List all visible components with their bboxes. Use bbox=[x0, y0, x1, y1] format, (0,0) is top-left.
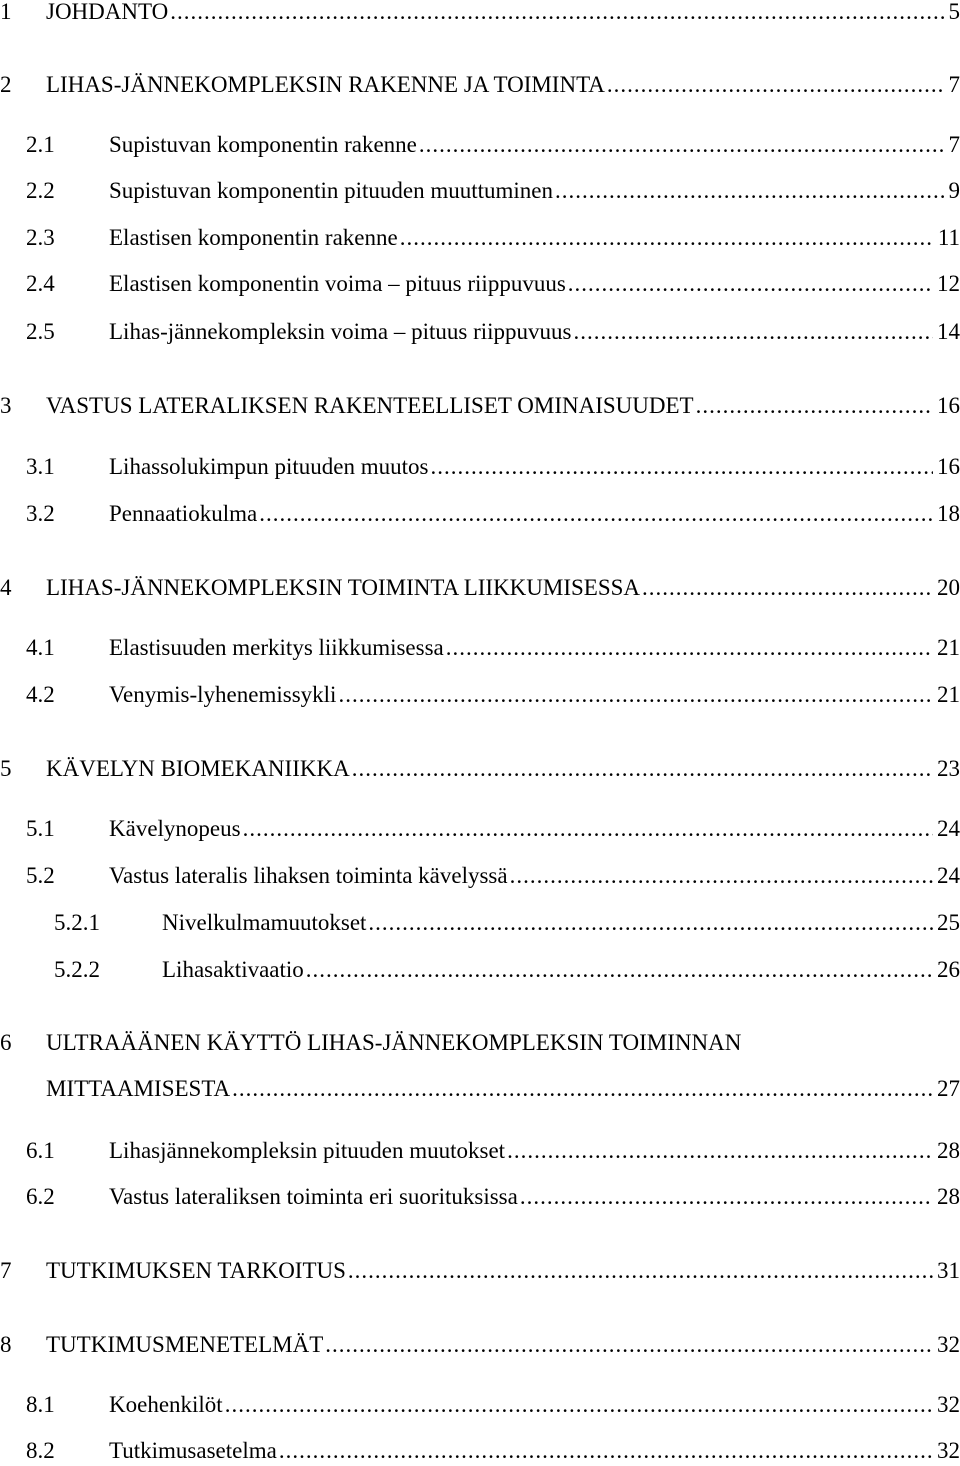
toc-number: 3 bbox=[0, 391, 12, 421]
toc-entry-2-1[interactable] bbox=[0, 130, 960, 160]
toc-entry-6[interactable] bbox=[0, 1028, 960, 1058]
toc-entry-5-2-1[interactable] bbox=[0, 908, 960, 938]
toc-entry-4[interactable] bbox=[0, 573, 960, 603]
toc-title: ULTRAÄÄNEN KÄYTTÖ LIHAS-JÄNNEKOMPLEKSIN TOIMINNAN bbox=[46, 1028, 741, 1058]
toc-title: Lihasaktivaatio bbox=[162, 955, 304, 985]
toc-number: 5 bbox=[0, 754, 12, 784]
toc-page-number: 5 bbox=[947, 0, 960, 27]
toc-number: 2.4 bbox=[26, 269, 55, 299]
toc-title: Pennaatiokulma bbox=[109, 499, 257, 529]
toc-page-number: 16 bbox=[935, 391, 960, 421]
toc-number: 2.3 bbox=[26, 223, 55, 253]
toc-title: Elastisuuden merkitys liikkumisessa bbox=[109, 633, 444, 663]
toc-title: Tutkimusasetelma bbox=[109, 1436, 277, 1466]
toc-title: Venymis-lyhenemissykli bbox=[109, 680, 336, 710]
dot-leader bbox=[430, 452, 933, 482]
toc-page-number: 32 bbox=[935, 1390, 960, 1420]
toc-entry-5-1[interactable] bbox=[0, 814, 960, 844]
toc-entry-5[interactable] bbox=[0, 754, 960, 784]
toc-page-number: 14 bbox=[935, 317, 960, 347]
toc-number: 8 bbox=[0, 1330, 12, 1360]
dot-leader bbox=[642, 573, 933, 603]
toc-page-number: 27 bbox=[935, 1074, 960, 1104]
toc-title: Lihassolukimpun pituuden muutos bbox=[109, 452, 428, 482]
dot-leader bbox=[419, 130, 945, 160]
toc-number: 2 bbox=[0, 70, 12, 100]
toc-entry-2[interactable] bbox=[0, 70, 960, 100]
toc-title: Koehenkilöt bbox=[109, 1390, 223, 1420]
dot-leader bbox=[306, 955, 933, 985]
dot-leader bbox=[696, 391, 933, 421]
toc-entry-6-1[interactable] bbox=[0, 1136, 960, 1166]
dot-leader bbox=[279, 1436, 933, 1466]
toc-entry-8-1[interactable] bbox=[0, 1390, 960, 1420]
toc-entry-2-4[interactable] bbox=[0, 269, 960, 299]
dot-leader bbox=[400, 223, 934, 253]
toc-title: Supistuvan komponentin pituuden muuttuminen bbox=[109, 176, 553, 206]
toc-page-number: 32 bbox=[935, 1436, 960, 1466]
toc-title: LIHAS-JÄNNEKOMPLEKSIN RAKENNE JA TOIMINTA bbox=[46, 70, 605, 100]
toc-title: Nivelkulmamuutokset bbox=[162, 908, 366, 938]
toc-entry-5-2[interactable] bbox=[0, 861, 960, 891]
toc-page-number: 32 bbox=[935, 1330, 960, 1360]
toc-title: Supistuvan komponentin rakenne bbox=[109, 130, 417, 160]
toc-title: VASTUS LATERALIKSEN RAKENTEELLISET OMINAISUUDET bbox=[46, 391, 694, 421]
toc-entry-3[interactable] bbox=[0, 391, 960, 421]
toc-title: Elastisen komponentin voima – pituus riippuvuus bbox=[109, 269, 566, 299]
dot-leader bbox=[507, 1136, 933, 1166]
toc-entry-7[interactable] bbox=[0, 1256, 960, 1286]
dot-leader bbox=[225, 1390, 933, 1420]
toc-entry-6-2[interactable] bbox=[0, 1182, 960, 1212]
dot-leader bbox=[325, 1330, 933, 1360]
toc-page-number: 25 bbox=[935, 908, 960, 938]
dot-leader bbox=[446, 633, 933, 663]
toc-number: 7 bbox=[0, 1256, 12, 1286]
toc-number: 5.2.2 bbox=[54, 955, 100, 985]
toc-number: 2.5 bbox=[26, 317, 55, 347]
toc-entry-8[interactable] bbox=[0, 1330, 960, 1360]
toc-entry-2-5[interactable] bbox=[0, 317, 960, 347]
toc-title: TUTKIMUKSEN TARKOITUS bbox=[46, 1256, 346, 1286]
toc-number: 5.2 bbox=[26, 861, 55, 891]
toc-number: 6.1 bbox=[26, 1136, 55, 1166]
toc-number: 2.2 bbox=[26, 176, 55, 206]
toc-title: TUTKIMUSMENETELMÄT bbox=[46, 1330, 323, 1360]
toc-title: Vastus lateralis lihaksen toiminta kävelyssä bbox=[109, 861, 508, 891]
toc-page-number: 16 bbox=[935, 452, 960, 482]
dot-leader bbox=[348, 1256, 933, 1286]
toc-page-number: 23 bbox=[935, 754, 960, 784]
toc-page-number: 7 bbox=[947, 70, 960, 100]
toc-number: 2.1 bbox=[26, 130, 55, 160]
toc-entry-2-3[interactable] bbox=[0, 223, 960, 253]
toc-page-number: 9 bbox=[947, 176, 960, 206]
toc-entry-3-1[interactable] bbox=[0, 452, 960, 482]
dot-leader bbox=[352, 754, 933, 784]
toc-page-number: 7 bbox=[947, 130, 960, 160]
toc-page-number: 24 bbox=[935, 861, 960, 891]
toc-page-number: 18 bbox=[935, 499, 960, 529]
toc-title: Lihas-jännekompleksin voima – pituus riippuvuus bbox=[109, 317, 572, 347]
toc-number: 1 bbox=[0, 0, 12, 27]
dot-leader bbox=[555, 176, 944, 206]
toc-number: 4 bbox=[0, 573, 12, 603]
toc-number: 6.2 bbox=[26, 1182, 55, 1212]
dot-leader bbox=[607, 70, 945, 100]
dot-leader bbox=[170, 0, 944, 27]
toc-title: MITTAAMISESTA bbox=[46, 1074, 230, 1104]
dot-leader bbox=[568, 269, 933, 299]
toc-number: 6 bbox=[0, 1028, 12, 1058]
toc-entry-2-2[interactable] bbox=[0, 176, 960, 206]
toc-page-number: 24 bbox=[935, 814, 960, 844]
dot-leader bbox=[520, 1182, 933, 1212]
dot-leader bbox=[510, 861, 933, 891]
dot-leader bbox=[243, 814, 933, 844]
toc-entry-8-2[interactable] bbox=[0, 1436, 960, 1466]
toc-page-number: 21 bbox=[935, 633, 960, 663]
toc-page-number: 28 bbox=[935, 1182, 960, 1212]
dot-leader bbox=[368, 908, 933, 938]
toc-title: Lihasjännekompleksin pituuden muutokset bbox=[109, 1136, 505, 1166]
toc-number: 5.2.1 bbox=[54, 908, 100, 938]
toc-title: JOHDANTO bbox=[46, 0, 168, 27]
dot-leader bbox=[574, 317, 933, 347]
toc-number: 5.1 bbox=[26, 814, 55, 844]
toc-entry-3-2[interactable] bbox=[0, 499, 960, 529]
toc-page-number: 28 bbox=[935, 1136, 960, 1166]
dot-leader bbox=[259, 499, 933, 529]
toc-title: Vastus lateraliksen toiminta eri suorituksissa bbox=[109, 1182, 518, 1212]
toc-page-number: 20 bbox=[935, 573, 960, 603]
toc-number: 4.1 bbox=[26, 633, 55, 663]
toc-page-number: 21 bbox=[935, 680, 960, 710]
toc-number: 3.1 bbox=[26, 452, 55, 482]
toc-entry-1[interactable] bbox=[0, 0, 960, 27]
toc-entry-6-continued[interactable] bbox=[0, 1074, 960, 1104]
toc-page-number: 26 bbox=[935, 955, 960, 985]
toc-number: 4.2 bbox=[26, 680, 55, 710]
toc-title: KÄVELYN BIOMEKANIIKKA bbox=[46, 754, 350, 784]
dot-leader bbox=[232, 1074, 933, 1104]
toc-page-number: 11 bbox=[936, 223, 960, 253]
toc-entry-4-2[interactable] bbox=[0, 680, 960, 710]
dot-leader bbox=[338, 680, 933, 710]
toc-number: 3.2 bbox=[26, 499, 55, 529]
toc-page-number: 12 bbox=[935, 269, 960, 299]
toc-title: Elastisen komponentin rakenne bbox=[109, 223, 398, 253]
toc-number: 8.2 bbox=[26, 1436, 55, 1466]
toc-page-number: 31 bbox=[935, 1256, 960, 1286]
toc-title: Kävelynopeus bbox=[109, 814, 241, 844]
toc-number: 8.1 bbox=[26, 1390, 55, 1420]
toc-entry-5-2-2[interactable] bbox=[0, 955, 960, 985]
toc-entry-4-1[interactable] bbox=[0, 633, 960, 663]
toc-title: LIHAS-JÄNNEKOMPLEKSIN TOIMINTA LIIKKUMISESSA bbox=[46, 573, 640, 603]
